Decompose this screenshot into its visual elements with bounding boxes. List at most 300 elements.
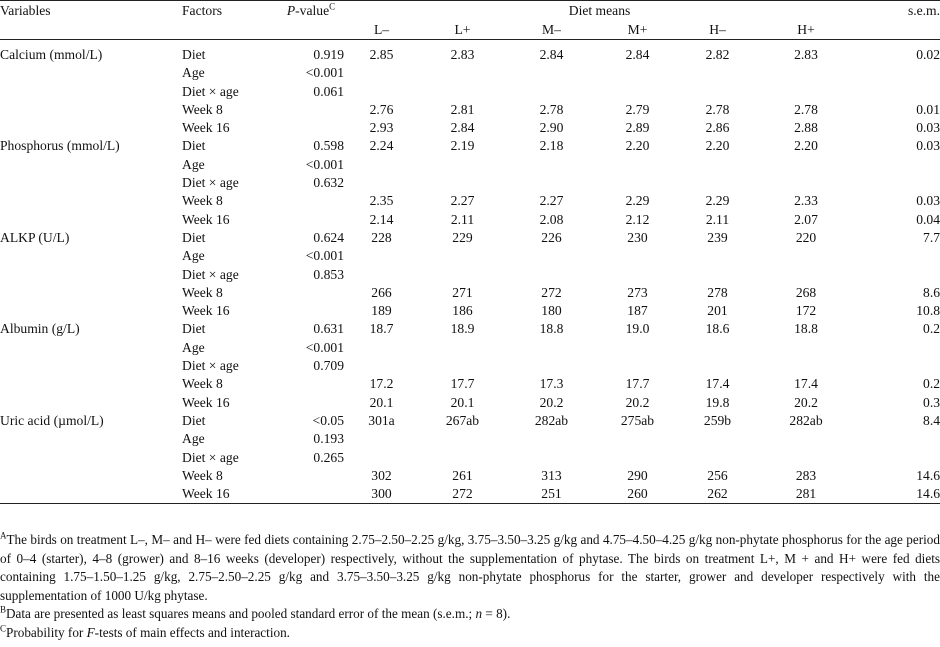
- table-row: [0, 174, 940, 192]
- cell-factor: Age: [182, 339, 205, 355]
- cell-variable: [0, 430, 182, 448]
- cell-mean-h-minus: 17.4: [705, 376, 730, 392]
- cell-pvalue: 0.632: [313, 175, 344, 191]
- cell-mean-m-plus: [597, 83, 678, 101]
- cell-sem: 10.8: [916, 303, 940, 319]
- cell-sem: [855, 430, 940, 448]
- cell-variable: [0, 302, 182, 320]
- header-diet-m-plus: M+: [627, 22, 648, 37]
- cell-mean-l-plus: 17.7: [450, 376, 475, 392]
- table-row: [0, 412, 940, 430]
- cell-mean-m-plus: 273: [627, 284, 648, 300]
- footnote-a-text: The birds on treatment L–, M– and H– were fed diets containing 2.75–2.50–2.25 g/kg, 3.75–3.50–3.25 g/kg and 4.75–4.50–4.25 g/kg non-phytate phosphorus for the age period of 0–4 (starter), 4–8 (grower) and 8–16 weeks (developer) respectively, without the supplementation of phytase. The birds on treatment L+, M + and H+ were fed diets containing 1.75–1.50–1.25 g/kg, 2.75–2.50–2.25 g/kg and 3.75–3.50–3.25 g/kg non-phytate phosphorus for the starter, grower and developer respectively with the supplementation of 1000 U/kg phytase.: [0, 532, 940, 603]
- table-row: [0, 394, 940, 412]
- cell-mean-l-plus: 261: [452, 467, 473, 483]
- cell-mean-m-plus: 17.7: [625, 376, 650, 392]
- cell-mean-h-plus: [757, 430, 855, 448]
- cell-mean-m-minus: 180: [541, 303, 562, 319]
- cell-mean-m-plus: [597, 357, 678, 375]
- cell-variable: Albumin (g/L): [0, 321, 80, 337]
- cell-pvalue: <0.001: [305, 156, 344, 172]
- cell-factor: Week 16: [182, 120, 230, 136]
- cell-mean-h-plus: [757, 174, 855, 192]
- cell-sem: 0.04: [916, 211, 940, 227]
- table-row: [0, 467, 940, 485]
- cell-mean-l-minus: 18.7: [369, 321, 394, 337]
- table-row: [0, 211, 940, 229]
- cell-mean-m-minus: 272: [541, 284, 562, 300]
- cell-mean-l-plus: 271: [452, 284, 473, 300]
- table-row: [0, 64, 940, 82]
- cell-pvalue: [278, 284, 344, 302]
- cell-mean-m-plus: [597, 430, 678, 448]
- cell-mean-m-minus: 20.2: [539, 394, 564, 410]
- table-row: [0, 320, 940, 338]
- header-diet-h-minus: H–: [709, 22, 726, 37]
- cell-mean-h-minus: 201: [707, 303, 728, 319]
- cell-mean-m-minus: 2.27: [539, 193, 564, 209]
- cell-mean-m-minus: [506, 449, 597, 467]
- cell-factor: Week 16: [182, 486, 230, 502]
- cell-pvalue: 0.631: [313, 321, 344, 337]
- cell-mean-l-plus: 2.19: [450, 138, 475, 154]
- cell-mean-l-minus: 189: [371, 303, 392, 319]
- cell-mean-l-minus: [344, 156, 419, 174]
- cell-mean-h-plus: 2.20: [794, 138, 818, 154]
- header-pvalue: [278, 1, 344, 21]
- cell-mean-m-plus: [597, 156, 678, 174]
- cell-mean-m-plus: 20.2: [625, 394, 650, 410]
- cell-mean-m-plus: 2.89: [625, 120, 650, 136]
- footnote-c: [0, 624, 940, 643]
- cell-pvalue: [278, 119, 344, 137]
- cell-mean-m-minus: 282ab: [534, 412, 569, 428]
- table-row: [0, 430, 940, 448]
- cell-mean-h-minus: [678, 174, 757, 192]
- cell-variable: [0, 449, 182, 467]
- table-row: [0, 119, 940, 137]
- footnote-b-text-2: = 8).: [482, 606, 511, 622]
- cell-variable: Calcium (mmol/L): [0, 47, 103, 62]
- table-header: [0, 1, 940, 40]
- cell-factor: Diet: [182, 321, 206, 337]
- cell-mean-l-minus: 2.93: [369, 120, 394, 136]
- table-row: [0, 156, 940, 174]
- cell-mean-h-minus: 239: [707, 229, 728, 245]
- cell-mean-l-plus: 272: [452, 486, 473, 502]
- cell-mean-m-plus: 260: [627, 486, 648, 502]
- cell-sem: [855, 174, 940, 192]
- cell-sem: 14.6: [916, 467, 940, 483]
- cell-variable: [0, 394, 182, 412]
- cell-mean-h-plus: [757, 449, 855, 467]
- cell-mean-h-plus: [757, 156, 855, 174]
- header-diet-l-minus: L–: [373, 22, 390, 37]
- cell-mean-h-plus: 172: [795, 303, 817, 319]
- cell-mean-h-plus: [757, 339, 855, 357]
- footnote-c-marker: C: [0, 623, 7, 634]
- cell-mean-l-minus: 301a: [368, 412, 395, 428]
- cell-mean-h-plus: 2.83: [794, 47, 818, 62]
- cell-sem: 7.7: [923, 229, 940, 245]
- cell-factor: Week 8: [182, 467, 223, 483]
- cell-mean-m-minus: 2.18: [539, 138, 564, 154]
- cell-pvalue: [278, 211, 344, 229]
- cell-mean-m-plus: [597, 64, 678, 82]
- cell-mean-h-plus: [757, 64, 855, 82]
- table-row: [0, 266, 940, 284]
- cell-sem: 14.6: [916, 486, 940, 502]
- cell-variable: [0, 375, 182, 393]
- cell-sem: [855, 266, 940, 284]
- cell-mean-h-plus: 282ab: [789, 412, 823, 428]
- cell-sem: 0.2: [923, 321, 940, 337]
- cell-mean-m-minus: [506, 156, 597, 174]
- cell-mean-m-minus: [506, 174, 597, 192]
- cell-mean-m-plus: 2.29: [625, 193, 650, 209]
- cell-mean-l-minus: [344, 83, 419, 101]
- cell-pvalue: <0.001: [305, 339, 344, 355]
- cell-pvalue: [278, 467, 344, 485]
- cell-pvalue: <0.05: [312, 412, 344, 428]
- cell-mean-l-minus: 2.35: [369, 193, 394, 209]
- cell-mean-m-plus: 2.79: [625, 101, 650, 117]
- cell-mean-l-plus: [419, 64, 506, 82]
- cell-mean-m-plus: 2.84: [625, 47, 650, 62]
- cell-pvalue: [278, 394, 344, 412]
- cell-variable: [0, 101, 182, 119]
- cell-mean-m-plus: 187: [627, 303, 648, 319]
- cell-mean-m-plus: 230: [627, 229, 648, 245]
- cell-mean-h-minus: 2.20: [705, 138, 730, 154]
- cell-variable: [0, 339, 182, 357]
- cell-mean-h-minus: 262: [707, 486, 728, 502]
- cell-factor: Diet: [182, 47, 206, 62]
- cell-factor: Diet: [182, 412, 206, 428]
- header-diet-m-minus: M–: [542, 22, 561, 37]
- cell-mean-l-plus: 20.1: [450, 394, 475, 410]
- cell-mean-l-plus: [419, 247, 506, 265]
- cell-mean-m-minus: [506, 339, 597, 357]
- cell-factor: Week 8: [182, 101, 223, 117]
- cell-mean-l-minus: 2.76: [369, 101, 394, 117]
- table-body: [0, 40, 940, 504]
- cell-mean-m-plus: 275ab: [620, 412, 655, 428]
- cell-variable: [0, 83, 182, 101]
- cell-factor: Week 16: [182, 394, 230, 410]
- footnote-c-text-2: -tests of main effects and interaction.: [94, 624, 290, 640]
- cell-mean-m-minus: 2.90: [539, 120, 564, 136]
- cell-factor: Week 16: [182, 303, 230, 319]
- cell-sem: [855, 449, 940, 467]
- cell-mean-h-minus: 2.86: [705, 120, 730, 136]
- header-pvalue-rest: -value: [295, 3, 330, 18]
- cell-pvalue: 0.624: [313, 229, 344, 245]
- cell-sem: 8.6: [923, 284, 940, 300]
- cell-mean-l-minus: [344, 430, 419, 448]
- cell-pvalue: 0.598: [313, 138, 344, 154]
- cell-mean-l-plus: 186: [452, 303, 473, 319]
- cell-mean-l-plus: [419, 266, 506, 284]
- cell-mean-l-plus: 2.83: [450, 47, 475, 62]
- cell-factor: Diet × age: [182, 358, 239, 374]
- cell-mean-l-minus: 2.85: [369, 47, 394, 62]
- cell-mean-h-plus: 2.33: [794, 193, 818, 209]
- cell-mean-m-plus: 2.20: [625, 138, 650, 154]
- header-diet-l-plus: L+: [454, 22, 471, 37]
- cell-pvalue: [278, 101, 344, 119]
- cell-mean-h-minus: [678, 430, 757, 448]
- cell-mean-h-minus: [678, 357, 757, 375]
- cell-pvalue: 0.061: [313, 83, 344, 99]
- cell-mean-h-plus: 268: [795, 284, 817, 300]
- table-row: [0, 284, 940, 302]
- cell-factor: Age: [182, 65, 205, 81]
- footnote-a: [0, 531, 940, 605]
- cell-mean-h-minus: 2.82: [705, 47, 730, 62]
- cell-mean-m-plus: [597, 449, 678, 467]
- cell-mean-h-plus: 17.4: [794, 376, 818, 392]
- cell-mean-l-minus: 300: [371, 486, 392, 502]
- cell-sem: 0.03: [916, 138, 940, 154]
- cell-pvalue: <0.001: [305, 248, 344, 264]
- cell-mean-l-minus: [344, 266, 419, 284]
- cell-mean-l-minus: 228: [371, 229, 392, 245]
- cell-factor: Week 16: [182, 211, 230, 227]
- cell-factor: Diet × age: [182, 83, 239, 99]
- cell-mean-l-plus: 229: [452, 229, 473, 245]
- cell-mean-h-minus: 2.78: [705, 101, 730, 117]
- cell-mean-h-plus: 2.78: [794, 101, 818, 117]
- cell-variable: [0, 485, 182, 504]
- cell-mean-l-plus: 2.27: [450, 193, 475, 209]
- cell-mean-h-minus: 19.8: [705, 394, 730, 410]
- cell-pvalue: [278, 485, 344, 504]
- cell-mean-m-minus: [506, 247, 597, 265]
- cell-sem: [855, 83, 940, 101]
- cell-sem: 0.03: [916, 193, 940, 209]
- cell-factor: Diet: [182, 229, 206, 245]
- footnote-c-text-1: Probability for: [6, 624, 87, 640]
- cell-variable: Phosphorus (mmol/L): [0, 138, 120, 154]
- cell-variable: [0, 247, 182, 265]
- cell-mean-h-minus: [678, 266, 757, 284]
- header-diet-means: Diet means: [568, 3, 631, 18]
- header-variables: Variables: [0, 3, 51, 18]
- cell-mean-m-plus: [597, 266, 678, 284]
- cell-mean-h-plus: [757, 247, 855, 265]
- cell-mean-l-plus: [419, 339, 506, 357]
- cell-mean-h-minus: 2.29: [705, 193, 730, 209]
- table-row: [0, 137, 940, 155]
- cell-mean-m-minus: 17.3: [539, 376, 564, 392]
- cell-mean-l-minus: 17.2: [369, 376, 394, 392]
- header-sem: s.e.m.: [907, 3, 940, 18]
- cell-mean-m-minus: [506, 430, 597, 448]
- cell-factor: Diet × age: [182, 449, 239, 465]
- cell-pvalue: [278, 192, 344, 210]
- cell-mean-h-minus: [678, 449, 757, 467]
- cell-sem: 8.4: [923, 412, 940, 428]
- cell-mean-l-plus: 2.84: [450, 120, 475, 136]
- table-row: [0, 302, 940, 320]
- cell-sem: [855, 339, 940, 357]
- cell-mean-l-minus: 2.14: [369, 211, 394, 227]
- cell-variable: [0, 266, 182, 284]
- cell-mean-l-plus: [419, 357, 506, 375]
- cell-variable: [0, 64, 182, 82]
- cell-mean-m-plus: [597, 339, 678, 357]
- table-row: [0, 375, 940, 393]
- cell-mean-l-minus: 302: [371, 467, 392, 483]
- footnote-b: [0, 605, 940, 624]
- cell-variable: [0, 357, 182, 375]
- cell-sem: 0.2: [923, 376, 940, 392]
- cell-mean-h-plus: 2.07: [794, 211, 818, 227]
- cell-sem: [855, 156, 940, 174]
- cell-mean-l-plus: [419, 174, 506, 192]
- table-row: [0, 485, 940, 504]
- cell-mean-h-plus: [757, 266, 855, 284]
- cell-mean-l-plus: 2.81: [450, 101, 475, 117]
- cell-mean-h-minus: [678, 64, 757, 82]
- cell-mean-l-minus: 20.1: [369, 394, 394, 410]
- cell-mean-h-minus: 259b: [703, 412, 732, 428]
- footnote-b-marker: B: [0, 604, 7, 615]
- cell-mean-m-minus: 18.8: [539, 321, 564, 337]
- cell-mean-m-minus: 313: [541, 467, 562, 483]
- cell-mean-m-minus: 2.08: [539, 211, 564, 227]
- cell-factor: Week 8: [182, 284, 223, 300]
- cell-mean-h-plus: 2.88: [794, 120, 818, 136]
- table-row: [0, 357, 940, 375]
- footnote-a-marker: A: [0, 530, 7, 541]
- cell-variable: [0, 211, 182, 229]
- cell-mean-h-minus: 256: [707, 467, 728, 483]
- cell-mean-h-plus: [757, 357, 855, 375]
- cell-mean-l-minus: [344, 64, 419, 82]
- table-row: [0, 247, 940, 265]
- cell-mean-m-minus: 2.84: [539, 47, 564, 62]
- header-diet-h-plus: H+: [797, 22, 815, 37]
- header-factors: Factors: [182, 3, 223, 18]
- cell-mean-m-plus: 19.0: [625, 321, 650, 337]
- cell-variable: [0, 119, 182, 137]
- cell-mean-l-plus: [419, 156, 506, 174]
- cell-mean-h-minus: [678, 339, 757, 357]
- table-row: [0, 339, 940, 357]
- cell-mean-m-minus: [506, 83, 597, 101]
- cell-mean-h-plus: 283: [795, 467, 817, 483]
- table-row: [0, 229, 940, 247]
- table-row: [0, 101, 940, 119]
- cell-mean-l-plus: [419, 430, 506, 448]
- cell-mean-l-plus: 18.9: [450, 321, 475, 337]
- cell-pvalue: 0.709: [313, 358, 344, 374]
- cell-factor: Age: [182, 248, 205, 264]
- cell-mean-m-plus: 290: [627, 467, 648, 483]
- cell-pvalue: 0.265: [313, 449, 344, 465]
- cell-variable: [0, 467, 182, 485]
- cell-mean-m-plus: [597, 247, 678, 265]
- cell-sem: [855, 247, 940, 265]
- cell-mean-h-plus: 281: [795, 486, 817, 502]
- cell-mean-m-minus: 251: [541, 486, 562, 502]
- cell-sem: 0.03: [916, 120, 940, 136]
- cell-mean-l-plus: 267ab: [445, 412, 480, 428]
- cell-mean-l-minus: 2.24: [369, 138, 394, 154]
- cell-mean-h-minus: 18.6: [705, 321, 730, 337]
- cell-mean-l-plus: [419, 83, 506, 101]
- cell-mean-l-minus: [344, 449, 419, 467]
- cell-sem: 0.02: [916, 47, 940, 62]
- cell-mean-m-minus: [506, 266, 597, 284]
- cell-mean-l-minus: 266: [371, 284, 392, 300]
- cell-pvalue: [278, 375, 344, 393]
- cell-factor: Week 8: [182, 193, 223, 209]
- cell-mean-l-plus: 2.11: [450, 211, 475, 227]
- cell-sem: [855, 64, 940, 82]
- footnote-c-f: F: [86, 624, 95, 640]
- header-pvalue-sup: C: [329, 1, 336, 12]
- cell-mean-h-plus: 220: [795, 229, 817, 245]
- cell-variable: [0, 174, 182, 192]
- cell-mean-h-plus: 18.8: [794, 321, 818, 337]
- cell-mean-m-minus: 2.78: [539, 101, 564, 117]
- cell-pvalue: 0.193: [313, 431, 344, 447]
- cell-pvalue: 0.919: [313, 47, 344, 62]
- table-row: [0, 449, 940, 467]
- cell-sem: [855, 357, 940, 375]
- cell-pvalue: 0.853: [313, 266, 344, 282]
- cell-variable: [0, 192, 182, 210]
- cell-factor: Diet × age: [182, 175, 239, 191]
- cell-sem: 0.3: [923, 394, 940, 410]
- cell-factor: Age: [182, 156, 205, 172]
- cell-mean-h-minus: [678, 156, 757, 174]
- cell-mean-h-plus: 20.2: [794, 394, 818, 410]
- cell-mean-l-minus: [344, 174, 419, 192]
- footnotes: [0, 531, 940, 643]
- cell-mean-l-minus: [344, 357, 419, 375]
- header-pvalue-p: P: [286, 3, 296, 18]
- cell-pvalue: [278, 302, 344, 320]
- cell-mean-m-minus: [506, 64, 597, 82]
- table-row: [0, 192, 940, 210]
- cell-mean-l-minus: [344, 339, 419, 357]
- cell-mean-m-minus: [506, 357, 597, 375]
- footnote-b-n: n: [475, 606, 483, 622]
- table-row: [0, 40, 940, 65]
- cell-mean-m-plus: [597, 174, 678, 192]
- cell-variable: [0, 284, 182, 302]
- table-row: [0, 83, 940, 101]
- cell-mean-m-minus: 226: [541, 229, 562, 245]
- cell-variable: ALKP (U/L): [0, 229, 70, 245]
- cell-factor: Age: [182, 431, 205, 447]
- cell-factor: Week 8: [182, 376, 223, 392]
- cell-mean-h-minus: [678, 83, 757, 101]
- cell-sem: 0.01: [916, 101, 940, 117]
- cell-mean-h-minus: 278: [707, 284, 728, 300]
- cell-factor: Diet: [182, 138, 206, 154]
- cell-mean-h-minus: [678, 247, 757, 265]
- cell-mean-l-minus: [344, 247, 419, 265]
- cell-variable: Uric acid (µmol/L): [0, 412, 104, 428]
- footnote-b-text-1: Data are presented as least squares means and pooled standard error of the mean (s.e.m.;: [6, 606, 476, 622]
- cell-mean-h-plus: [757, 83, 855, 101]
- cell-factor: Diet × age: [182, 266, 239, 282]
